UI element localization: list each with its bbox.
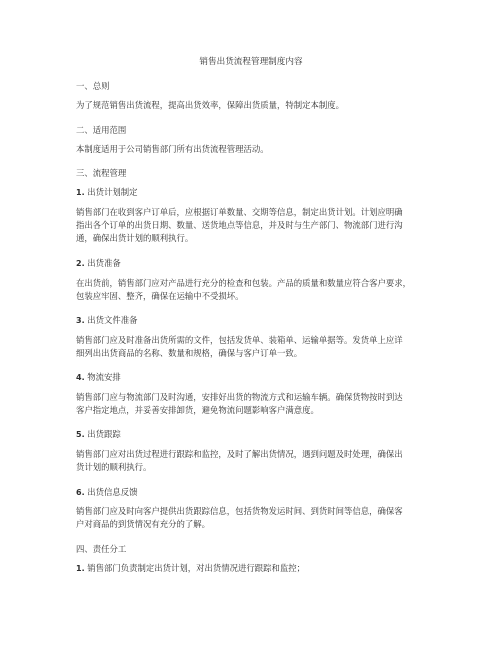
- item-body: [76, 391, 440, 417]
- section-process: [76, 167, 440, 180]
- body-line: 细列出出货商品的名称、数量和规格，确保与客户订单一致。: [76, 348, 303, 359]
- responsibility-item: [76, 562, 440, 575]
- process-item: [76, 314, 440, 327]
- item-body: [76, 334, 440, 360]
- item-title-text: 物流安排: [87, 372, 121, 382]
- section-heading: 二、适用范围: [76, 125, 127, 135]
- process-item: [76, 486, 440, 499]
- item-body: [76, 448, 440, 474]
- body-line: 客户指定地点，并妥善安排卸货，避免物流问题影响客户满意度。: [76, 405, 319, 416]
- document-title: 销售出货流程管理制度内容: [199, 57, 303, 67]
- section-heading: 三、流程管理: [76, 168, 127, 178]
- body-line: 销售部门应与物流部门及时沟通，安排好出货的物流方式和运输车辆。确保货物按时到达: [76, 392, 403, 402]
- body-line: 在出货前，销售部门应对产品进行充分的检查和包装。产品的质量和数量应符合客户要求，: [76, 278, 411, 288]
- item-title: [76, 428, 440, 441]
- section-general: [76, 80, 440, 93]
- section-paragraph: 本制度适用于公司销售部门所有出货流程管理活动。: [76, 144, 269, 154]
- section-heading: 四、责任分工: [76, 544, 127, 554]
- item-title: [76, 314, 440, 327]
- item-number: 5.: [76, 430, 85, 439]
- section-scope: [76, 124, 440, 137]
- item-title-text: 出货信息反馈: [87, 487, 138, 497]
- item-body: [76, 277, 440, 303]
- section-paragraph: 为了规范销售出货流程，提高出货效率，保障出货质量，特制定本制度。: [76, 100, 344, 110]
- item-number: 1.: [76, 188, 85, 197]
- item-title: [76, 371, 440, 384]
- body-line: 包装应牢固、整齐，确保在运输中不受损坏。: [76, 291, 244, 302]
- body-line: 销售部门应及时准备出货所需的文件，包括发货单、装箱单、运输单据等。发货单上应详: [76, 335, 403, 345]
- body-line: 户对商品的到货情况有充分的了解。: [76, 519, 210, 530]
- item-title: [76, 186, 440, 199]
- body-line: 货计划的顺利执行。: [76, 462, 152, 473]
- body-line: 指出各个订单的出货日期、数量、送货地点等信息，并及时与生产部门、物流部门进行沟: [76, 220, 403, 231]
- process-item: [76, 428, 440, 441]
- item-body: [76, 206, 440, 245]
- item-number: 3.: [76, 316, 85, 325]
- item-number: 6.: [76, 488, 85, 497]
- process-item: [76, 257, 440, 270]
- item-title: [76, 257, 440, 270]
- body-line: 销售部门应及时向客户提供出货跟踪信息，包括货物发运时间、到货时间等信息，确保客: [76, 506, 403, 516]
- item-number: 4.: [76, 373, 85, 382]
- section-body: [76, 99, 440, 112]
- item-text: 销售部门负责制定出货计划，对出货情况进行跟踪和监控；: [87, 563, 306, 573]
- body-line: 销售部门在收到客户订单后，应根据订单数量、交期等信息，制定出货计划。计划应明确: [76, 207, 403, 217]
- item-title-text: 出货文件准备: [87, 315, 138, 325]
- item-title-text: 出货跟踪: [87, 429, 121, 439]
- item-title-text: 出货计划制定: [87, 187, 138, 197]
- item-body: [76, 505, 440, 531]
- body-line: 通，确保出货计划的顺利执行。: [76, 233, 194, 244]
- section-responsibility: [76, 543, 440, 556]
- process-item: [76, 186, 440, 199]
- item-title: [76, 486, 440, 499]
- item-title-text: 出货准备: [87, 258, 121, 268]
- body-line: 销售部门应对出货过程进行跟踪和监控，及时了解出货情况，遇到问题及时处理，确保出: [76, 449, 403, 459]
- section-body: [76, 143, 440, 156]
- item-line: [76, 562, 440, 575]
- section-heading: 一、总则: [76, 81, 110, 91]
- process-item: [76, 371, 440, 384]
- item-number: 1.: [76, 564, 85, 573]
- item-number: 2.: [76, 259, 85, 268]
